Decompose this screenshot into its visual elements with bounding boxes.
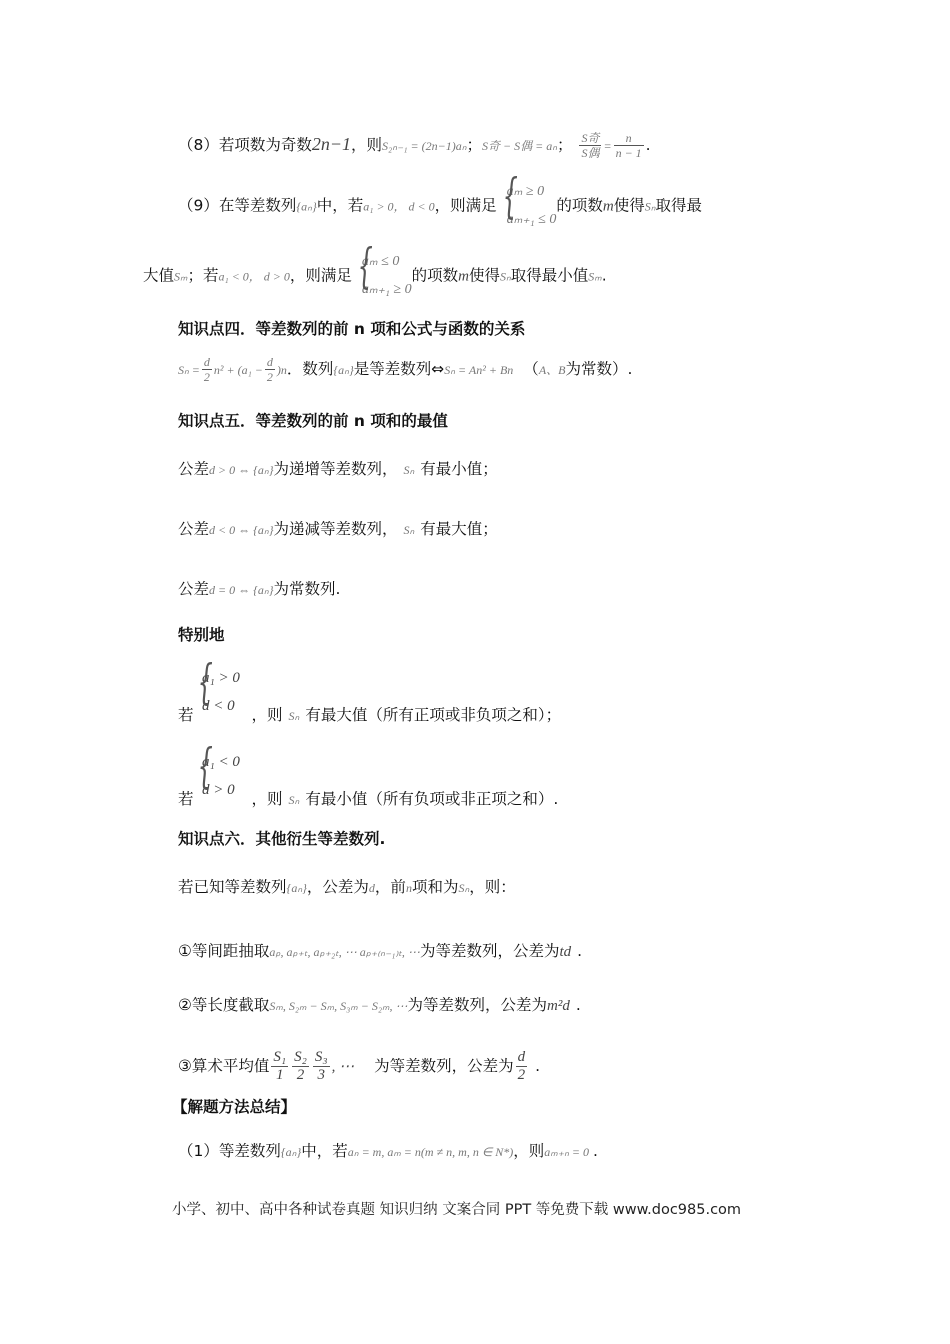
system-row: { aₘ ≤ 0 xyxy=(361,254,400,269)
set-an: {aₙ} xyxy=(296,199,317,214)
text: ，公差为 xyxy=(306,878,369,896)
text: 有最小值（所有负项或非正项之和）. xyxy=(305,790,559,808)
system-brace xyxy=(497,178,557,234)
text: 取得最 xyxy=(655,196,703,215)
var-sn: Sₙ xyxy=(403,523,415,537)
page-footer: 小学、初中、高中各种试卷真题 知识归纳 文案合同 PPT 等免费下载 www.doc985.com xyxy=(172,1202,742,1218)
text: 为常数）. xyxy=(565,360,633,378)
section-5-title: 知识点五．等差数列的前 n 项和的最值 xyxy=(178,412,448,430)
frac-den: 2 xyxy=(517,1067,526,1083)
section-5-row-1 xyxy=(178,462,498,478)
system-row: { aₘ ≥ 0 xyxy=(506,184,545,199)
text: 若 xyxy=(178,706,194,724)
formula-part: Sₙ = xyxy=(178,363,200,377)
text: 中，若 xyxy=(316,196,364,215)
text: 使得 xyxy=(613,196,645,215)
text: 中，若 xyxy=(301,1142,348,1160)
text: ②等长度截取 xyxy=(178,996,270,1014)
system-brace xyxy=(352,248,412,304)
text: ；若 xyxy=(187,266,219,285)
section-6-point-2 xyxy=(178,998,581,1014)
frac-d-2 xyxy=(516,1050,528,1083)
set-an: {aₙ} xyxy=(286,881,307,895)
item-9-line-1 xyxy=(178,178,702,234)
text: 是等差数列⇔ xyxy=(353,360,445,378)
frac-num: n xyxy=(614,132,644,146)
var-sn: Sₙ xyxy=(288,793,300,807)
var-ab: A、B xyxy=(538,363,566,377)
text: ，则 xyxy=(251,790,283,808)
var-sm: Sₘ xyxy=(174,269,188,284)
frac-num: d xyxy=(203,355,210,369)
period: . xyxy=(601,266,607,285)
var-n: n xyxy=(405,881,412,895)
section-6-intro xyxy=(178,880,516,896)
special-case-1-text xyxy=(178,708,561,724)
text: 有最小值； xyxy=(420,460,498,478)
period: . xyxy=(593,1142,598,1160)
item-9-line-2 xyxy=(143,248,607,304)
text: 为常数列. xyxy=(273,580,341,598)
sep: ； xyxy=(556,136,573,154)
formula: d = 0 ⇔ {aₙ} xyxy=(209,583,274,597)
section-4-formula xyxy=(178,356,632,383)
formula-segment-sums: Sₘ, S₂ₘ − Sₘ, S₃ₘ − S₂ₘ, ⋯ xyxy=(269,999,408,1013)
text: 为等差数列，公差为 xyxy=(419,942,560,960)
var-m2d: m²d xyxy=(547,998,570,1014)
text: 大值 xyxy=(143,266,175,285)
methods-title: 【解题方法总结】 xyxy=(172,1098,297,1116)
equals: = xyxy=(603,139,612,153)
text: ③算术平均值 xyxy=(178,1057,270,1075)
text: 有最大值（所有正项或非负项之和）； xyxy=(305,706,562,724)
frac-num: S₁ xyxy=(273,1049,287,1065)
frac-num: S₃ xyxy=(314,1049,328,1065)
frac-num: S₂ xyxy=(294,1049,307,1065)
methods-item-1 xyxy=(178,1144,598,1160)
frac-n-ratio xyxy=(614,132,644,159)
text: 为等差数列，公差为 xyxy=(407,996,548,1014)
var-sm: Sₘ xyxy=(588,269,602,284)
formula-part: n² + (a₁ − xyxy=(213,363,263,377)
text: ，则 xyxy=(251,706,283,724)
formula-result: aₘ₊ₙ = 0 xyxy=(544,1145,589,1159)
frac-num: S奇 xyxy=(581,131,600,145)
var-d: d xyxy=(368,881,375,895)
frac-s1 xyxy=(271,1050,288,1083)
text: 的项数 xyxy=(556,196,603,215)
period: . xyxy=(645,136,651,154)
frac-num: d xyxy=(266,355,273,369)
text: ，则满足 xyxy=(289,266,352,285)
frac-den: 3 xyxy=(317,1067,325,1083)
text: 公差 xyxy=(178,580,210,598)
var-m: m xyxy=(602,198,614,215)
frac-d-2 xyxy=(265,356,275,383)
period: . xyxy=(575,996,581,1014)
frac-den: 2 xyxy=(266,370,273,384)
frac-s2 xyxy=(292,1050,309,1083)
text: ，则满足 xyxy=(434,196,497,215)
text: ，前 xyxy=(374,878,406,896)
set-an: {aₙ} xyxy=(333,363,354,377)
text: 为等差数列，公差为 xyxy=(374,1057,514,1075)
system-row: aₘ₊₁ ≤ 0 xyxy=(506,212,557,227)
var-sn: Sₙ xyxy=(458,881,470,895)
text: 若已知等差数列 xyxy=(178,878,287,896)
frac-s-ratio xyxy=(579,132,601,159)
frac-num: d xyxy=(517,1049,526,1065)
section-5-row-3 xyxy=(178,582,340,598)
period: . xyxy=(535,1057,541,1075)
frac-den: n − 1 xyxy=(615,146,642,160)
dots: , ⋯ xyxy=(331,1059,355,1075)
formula-sn-quadratic: Sₙ = An² + Bn xyxy=(444,363,514,377)
frac-den: 2 xyxy=(296,1067,305,1083)
formula-s2n-1: S₂ₙ₋₁ = (2n−1)aₙ xyxy=(382,139,467,153)
var-td: td xyxy=(559,944,572,960)
text: 公差 xyxy=(178,520,210,538)
formula-part: )n xyxy=(276,363,287,377)
var-sn: Sₙ xyxy=(644,199,656,214)
special-title: 特别地 xyxy=(178,626,225,644)
text: 有最大值； xyxy=(420,520,498,538)
frac-den: S偶 xyxy=(581,146,600,160)
item-8-then: ，则 xyxy=(351,136,383,154)
section-6-title: 知识点六．其他衍生等差数列. xyxy=(178,830,386,848)
system-row: { a₁ > 0 xyxy=(202,670,240,686)
text: ，则： xyxy=(469,878,516,896)
text: 项和为 xyxy=(411,878,459,896)
condition: a₁ > 0， d < 0 xyxy=(363,199,435,214)
text: 为递增等差数列， xyxy=(273,460,398,478)
formula-s-odd-even: S奇 − S偶 = aₙ xyxy=(482,139,557,153)
section-6-point-1 xyxy=(178,944,582,960)
formula-condition: aₙ = m, aₘ = n(m ≠ n, m, n ∈ N*) xyxy=(347,1145,514,1159)
item-8 xyxy=(178,132,651,159)
text: 若 xyxy=(178,790,194,808)
formula-subsequence: aₚ, aₚ₊ₜ, aₚ₊₂ₜ, ⋯ aₚ₊₍ₙ₋₁₎ₜ, ⋯ xyxy=(269,945,420,959)
system-row: { a₁ < 0 xyxy=(202,754,240,770)
text: 使得 xyxy=(468,266,500,285)
frac-s3 xyxy=(313,1050,330,1083)
system-row: d > 0 xyxy=(202,782,235,798)
item-9-lead: （9）在等差数列 xyxy=(178,196,297,215)
var-sn: Sₙ xyxy=(499,269,511,284)
section-4-title: 知识点四．等差数列的前 n 项和公式与函数的关系 xyxy=(178,320,526,338)
condition: a₁ < 0， d > 0 xyxy=(218,269,290,284)
frac-d-2 xyxy=(202,356,212,383)
system-row: aₘ₊₁ ≥ 0 xyxy=(361,282,412,297)
text: 的项数 xyxy=(411,266,459,285)
set-an: {aₙ} xyxy=(280,1145,302,1159)
section-6-point-3 xyxy=(178,1050,540,1083)
text: ，则 xyxy=(513,1142,545,1160)
period: . xyxy=(577,942,583,960)
text: 公差 xyxy=(178,460,210,478)
var-m: m xyxy=(458,268,469,285)
text: ①等间距抽取 xyxy=(178,942,270,960)
text: （ xyxy=(523,360,539,378)
text: 为递减等差数列， xyxy=(273,520,398,538)
text: （1）等差数列 xyxy=(178,1142,281,1160)
frac-den: 2 xyxy=(203,370,210,384)
special-case-2-text xyxy=(178,792,558,808)
formula: d > 0 ⇔ {aₙ} xyxy=(209,463,274,477)
system-row: d < 0 xyxy=(202,698,235,714)
formula: d < 0 ⇔ {aₙ} xyxy=(209,523,274,537)
text: ．数列 xyxy=(286,360,334,378)
frac-den: 1 xyxy=(276,1067,284,1083)
var-sn: Sₙ xyxy=(288,709,300,723)
formula-2n-1: 2n−1 xyxy=(311,134,352,154)
item-8-lead: （8）若项数为奇数 xyxy=(178,136,312,154)
sep: ； xyxy=(466,136,482,154)
section-5-row-2 xyxy=(178,522,498,538)
text: 取得最小值 xyxy=(510,266,589,285)
var-sn: Sₙ xyxy=(403,463,415,477)
